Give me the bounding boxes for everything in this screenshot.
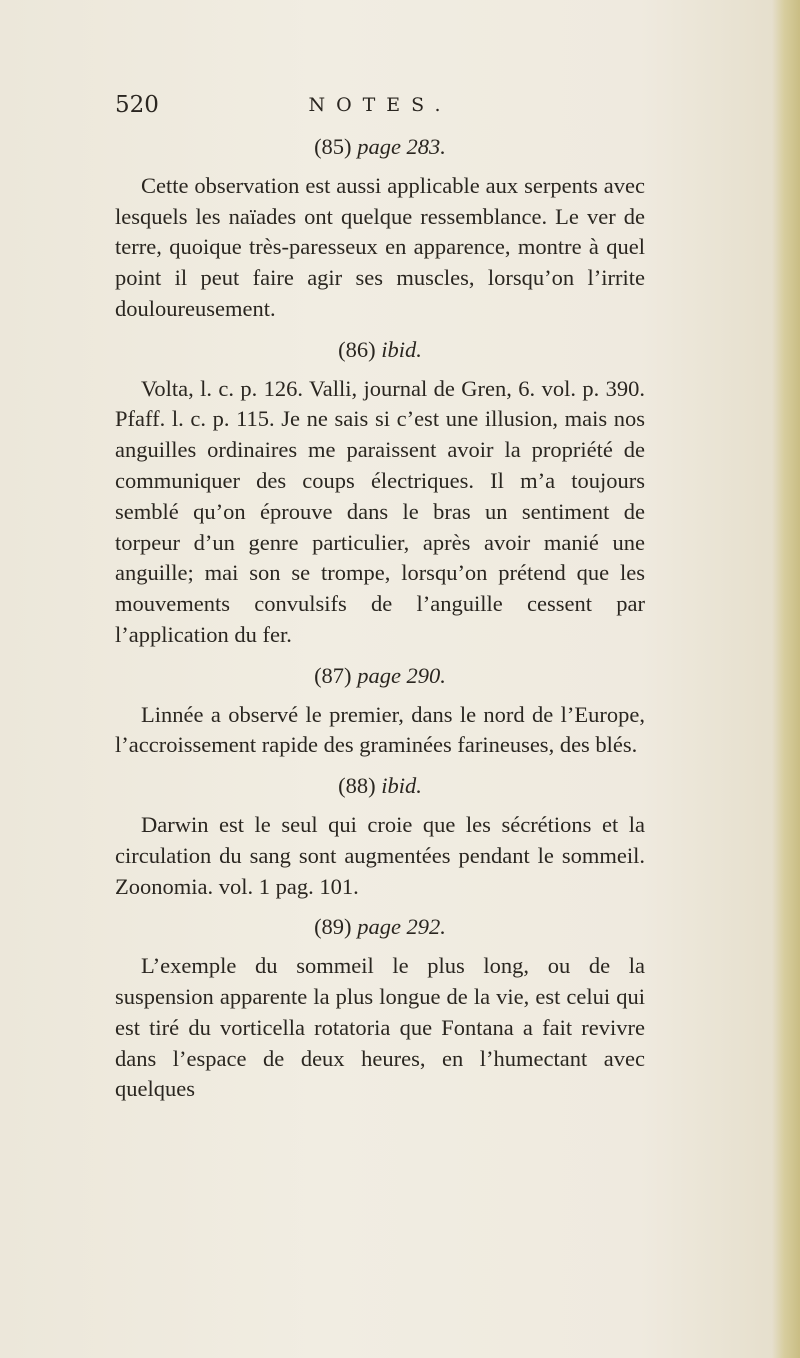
page-number: 520 bbox=[115, 92, 159, 118]
note-heading-85 bbox=[115, 132, 645, 163]
note-heading-87 bbox=[115, 661, 645, 692]
note-number: (85) bbox=[314, 134, 358, 159]
note-paragraph-86: Volta, l. c. p. 126. Valli, journal de Gren, 6. vol. p. 390. Pfaff. l. c. p. 115. Je ne sais si c’est une illusion, mais nos anguilles ordinaires me paraissent avoir la propriété de communiquer des coups électriques. Il m’a toujours semblé qu’on éprouve dans le bras un sentiment de torpeur d’un genre particulier, après avoir manié une anguille; mai son se trompe, lorsqu’on prétend que les mouvements convulsifs de l’anguille cessent par l’application du fer. bbox=[115, 375, 645, 647]
note-heading-86 bbox=[115, 335, 645, 366]
notes-body bbox=[115, 132, 645, 1115]
page-header bbox=[115, 92, 645, 122]
page-edge bbox=[772, 0, 800, 1358]
note-reference: page 290. bbox=[357, 662, 446, 688]
note-paragraph-87: Linnée a observé le premier, dans le nord de l’Europe, l’accroissement rapide des graminées farineuses, des blés. bbox=[115, 701, 645, 758]
note-number: (87) bbox=[314, 662, 358, 688]
note-reference: ibid. bbox=[381, 336, 422, 362]
note-paragraph-89: L’exemple du sommeil le plus long, ou de la suspension apparente la plus longue de la vie, est celui qui est tiré du vorticella rotatoria que Fontana a fait revivre dans l’espace de deux heures, en l’humectant avec quelques bbox=[115, 953, 645, 1102]
note-reference: page 292. bbox=[357, 914, 446, 940]
note-number: (86) bbox=[338, 336, 382, 362]
note-reference: page 283. bbox=[357, 134, 446, 159]
note-number: (88) bbox=[338, 773, 382, 799]
note-paragraph-88: Darwin est le seul qui croie que les sécrétions et la circulation du sang sont augmentées pendant le sommeil. Zoonomia. vol. 1 pag. 101. bbox=[115, 811, 645, 899]
running-head: NOTES. bbox=[308, 94, 452, 116]
note-heading-89 bbox=[115, 912, 645, 943]
note-heading-88 bbox=[115, 771, 645, 802]
note-reference: ibid. bbox=[381, 773, 422, 799]
note-paragraph-85: Cette observation est aussi applicable aux serpents avec lesquels les naïades ont quelque ressemblance. Le ver de terre, quoique très-paresseux en apparence, montre à quel point il peut faire agir ses muscles, lorsqu’on l’irrite douloureusement. bbox=[115, 172, 645, 321]
note-number: (89) bbox=[314, 914, 358, 940]
